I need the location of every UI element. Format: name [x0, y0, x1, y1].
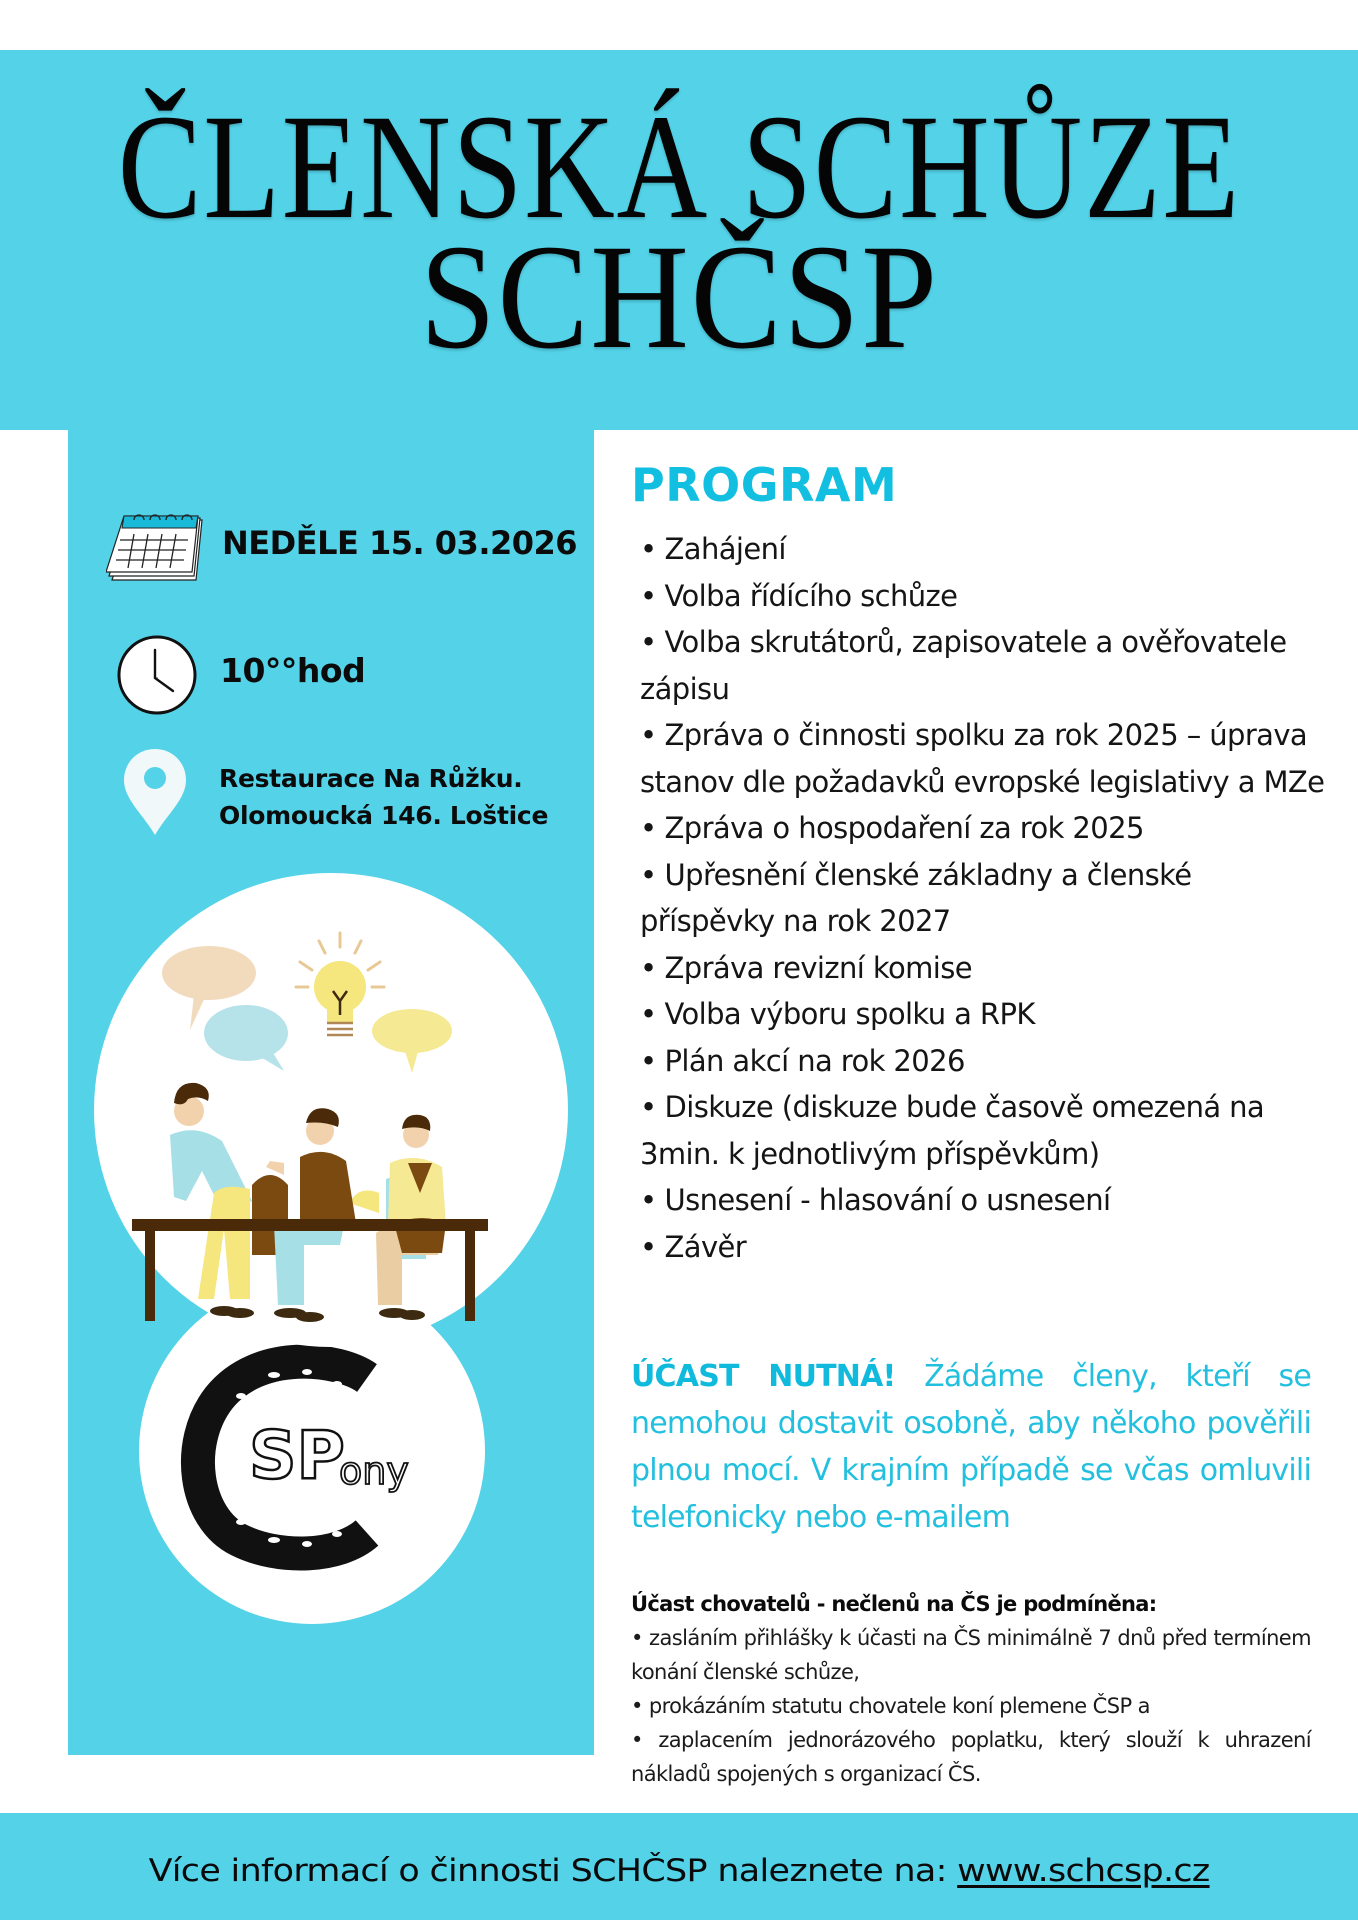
program-item	[640, 805, 1330, 852]
program-item-text: Zpráva revizní komise	[664, 950, 973, 985]
map-pin-icon	[122, 747, 188, 837]
title-line-2	[0, 214, 1358, 380]
program-item	[640, 1224, 1330, 1271]
bullet-icon: •	[640, 532, 657, 566]
logo-ony-text: ony	[339, 1449, 409, 1493]
program-item	[640, 1084, 1330, 1177]
program-list	[640, 526, 1330, 1270]
program-heading: PROGRAM	[631, 458, 898, 512]
program-item-text: Závěr	[664, 1229, 747, 1264]
clock-icon	[115, 634, 199, 716]
program-item-text: Upřesnění členské základny a členské příspěvky na rok 2027	[640, 857, 1192, 938]
bullet-icon: •	[640, 1183, 657, 1217]
bullet-icon: •	[640, 1043, 657, 1078]
event-date: NEDĚLE 15. 03.2026	[222, 524, 578, 562]
condition-item: • zasláním přihlášky k účasti na ČS minimálně 7 dnů před termínem konání členské schůze,	[631, 1626, 1311, 1684]
conditions-heading: Účast chovatelů - nečlenů na ČS je podmíněna:	[631, 1592, 1157, 1616]
program-item-text: Usnesení - hlasování o usnesení	[664, 1183, 1111, 1217]
program-item	[640, 991, 1330, 1038]
program-item-text: Zahájení	[664, 532, 786, 566]
bullet-icon: •	[640, 718, 657, 752]
event-time: 10°°hod	[220, 651, 366, 690]
program-item-text: Volba skrutátorů, zapisovatele a ověřovatele zápisu	[640, 625, 1287, 706]
bullet-icon: •	[640, 997, 657, 1031]
bullet-icon: •	[640, 578, 657, 613]
notice-emphasis: ÚČAST NUTNÁ!	[631, 1359, 896, 1394]
program-item	[640, 573, 1330, 620]
title-line-1-text: ČLENSKÁ SCHŮZE	[117, 84, 1241, 250]
notice-text: Žádáme členy, kteří se nemohou dostavit osobně, aby někoho pověřili plnou mocí. V krajním případě se včas omluvili telefonicky nebo e-mailem	[631, 1359, 1311, 1535]
bullet-icon: •	[640, 950, 657, 985]
program-item	[640, 945, 1330, 992]
program-item	[640, 619, 1330, 712]
program-item	[640, 1177, 1330, 1224]
bullet-icon: •	[640, 625, 657, 659]
meeting-illustration	[94, 873, 568, 1347]
calendar-icon	[106, 508, 206, 586]
program-item-text: Diskuze (diskuze bude časově omezená na 3min. k jednotlivým příspěvkům)	[640, 1090, 1265, 1171]
bullet-icon: •	[640, 1229, 657, 1264]
website-link[interactable]: www.schcsp.cz	[957, 1853, 1210, 1889]
bullet-icon: •	[640, 857, 657, 892]
condition-item: • prokázáním statutu chovatele koní plemene ČSP a	[631, 1694, 1150, 1718]
logo-sp-text: SP	[249, 1417, 345, 1494]
bullet-icon: •	[640, 811, 657, 845]
condition-item: • zaplacením jednorázového poplatku, který slouží k uhrazení nákladů spojených s organizací ČS.	[631, 1728, 1311, 1786]
program-item	[640, 712, 1330, 805]
program-item-text: Volba výboru spolku a RPK	[664, 997, 1035, 1031]
event-address-line-1: Restaurace Na Růžku.	[219, 764, 523, 793]
bullet-icon: •	[640, 1090, 657, 1124]
title-line-2-text: SCHČSP	[419, 214, 939, 380]
program-item	[640, 852, 1330, 945]
program-item-text: Zpráva o činnosti spolku za rok 2025 – úprava stanov dle požadavků evropské legislativy a MZe	[640, 718, 1325, 799]
program-item-text: Zpráva o hospodaření za rok 2025	[664, 811, 1144, 845]
program-item-text: Volba řídícího schůze	[664, 578, 958, 613]
attendance-notice	[631, 1353, 1311, 1541]
program-item	[640, 1038, 1330, 1085]
program-item	[640, 526, 1330, 573]
footer-info	[0, 1853, 1358, 1889]
event-address-line-2: Olomoucká 146. Loštice	[219, 801, 549, 830]
non-member-conditions	[631, 1587, 1311, 1791]
footer-info-text: Více informací o činnosti SCHČSP naleznete na:	[148, 1853, 958, 1889]
program-item-text: Plán akcí na rok 2026	[664, 1043, 965, 1078]
